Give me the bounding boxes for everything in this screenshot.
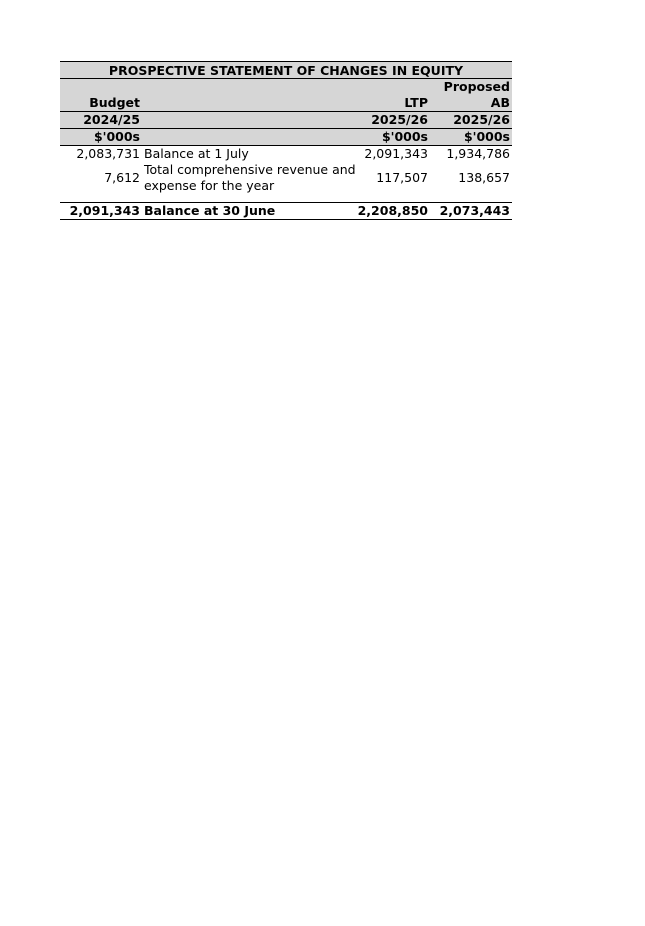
total-row <box>60 202 512 220</box>
cell-ab: 138,657 <box>458 170 510 185</box>
cell-ltp: 117,507 <box>376 170 428 185</box>
table-row <box>60 145 512 162</box>
total-label: Balance at 30 June <box>144 203 276 218</box>
ab-year: 2025/26 <box>453 112 510 127</box>
header-label-rows <box>60 78 512 111</box>
header-ab: AB <box>490 95 510 110</box>
cell-label-line1: Total comprehensive revenue and <box>144 162 356 177</box>
table-row <box>60 162 512 202</box>
header-ltp: LTP <box>404 95 428 110</box>
budget-unit: $'000s <box>93 129 140 144</box>
ab-unit: $'000s <box>463 129 510 144</box>
header-budget: Budget <box>89 95 140 110</box>
total-ab: 2,073,443 <box>439 203 510 218</box>
header-proposed: Proposed <box>443 79 510 94</box>
cell-label: Balance at 1 July <box>144 146 249 161</box>
ltp-year: 2025/26 <box>371 112 428 127</box>
cell-budget: 7,612 <box>104 170 140 185</box>
ltp-unit: $'000s <box>381 129 428 144</box>
cell-ab: 1,934,786 <box>446 146 510 161</box>
table-title: PROSPECTIVE STATEMENT OF CHANGES IN EQUITY <box>108 63 464 78</box>
header-unit-row <box>60 128 512 145</box>
budget-year: 2024/25 <box>83 112 140 127</box>
cell-label-line2: expense for the year <box>144 178 275 193</box>
total-budget: 2,091,343 <box>69 203 140 218</box>
header-year-row <box>60 111 512 128</box>
cell-budget: 2,083,731 <box>76 146 140 161</box>
title-row <box>60 61 512 78</box>
cell-ltp: 2,091,343 <box>364 146 428 161</box>
total-ltp: 2,208,850 <box>357 203 428 218</box>
equity-statement-table <box>60 61 512 220</box>
